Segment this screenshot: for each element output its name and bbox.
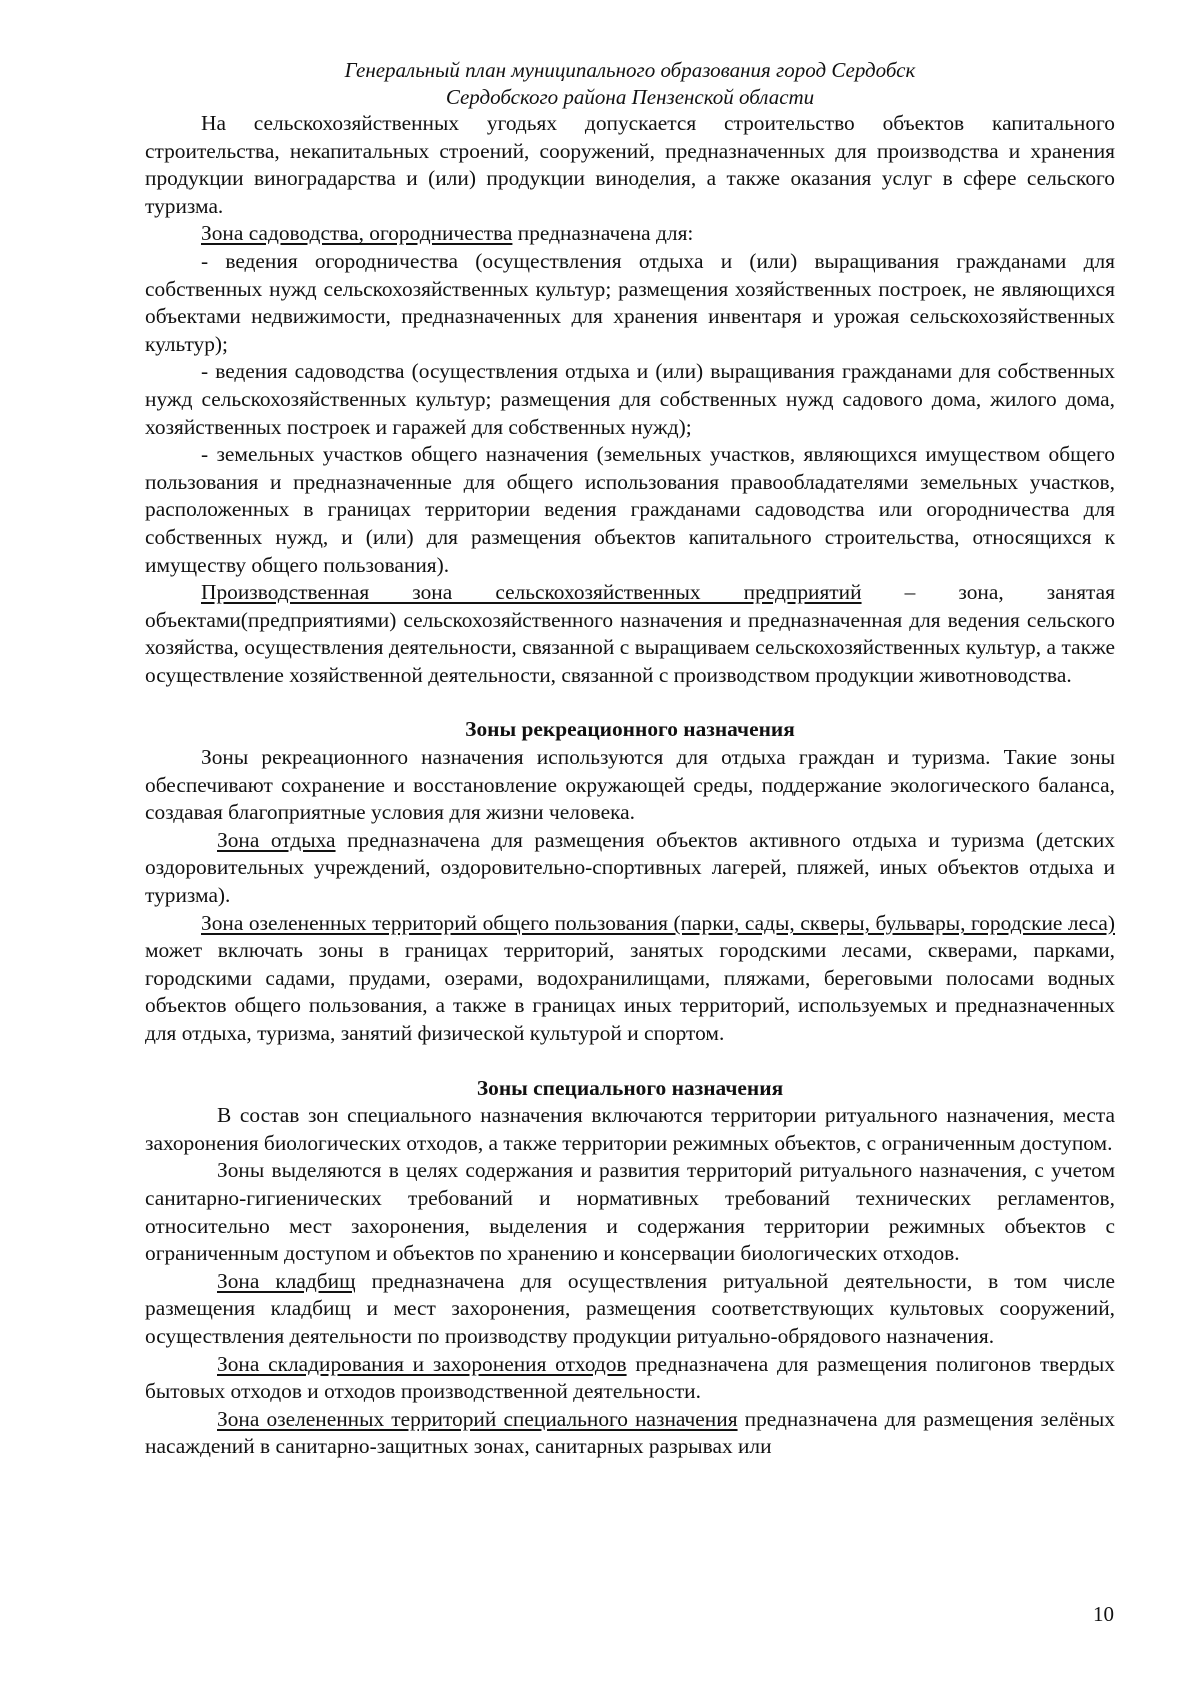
paragraph-rest-zone	[145, 827, 1115, 910]
paragraph-special-green-zone	[145, 1406, 1115, 1461]
term-cemetery-zone: Зона кладбищ	[217, 1268, 356, 1293]
spacer	[145, 689, 1115, 716]
term-public-green-zone: Зона озелененных территорий общего пользования (парки, сады, скверы, бульвары, городские леса)	[201, 910, 1115, 935]
list-item: - земельных участков общего назначения (земельных участков, являющихся имуществом общего пользования и предназначенные для общего использования правообладателями земельных участков, расположенных в границах территории ведения гражданами садоводства или огородничества для собственных нужд, и (или) для размещения объектов капитального строительства, относящихся к имуществу общего пользования).	[145, 442, 1115, 577]
list-item: - ведения садоводства (осуществления отдыха и (или) выращивания гражданами для собственных нужд сельскохозяйственных культур; размещения для собственных нужд садового дома, жилого дома, хозяйственных построек и гаражей для собственных нужд);	[145, 359, 1115, 439]
public-green-zone-text: может включать зоны в границах территорий, занятых городскими лесами, скверами, парками, городскими садами, прудами, озерами, водохранилищами, пляжами, береговыми полосами водных объектов общего пользования, а также в границах иных территорий, используемых и предназначенных для отдыха, туризма, занятий физической культурой и спортом.	[145, 938, 1115, 1045]
paragraph-special-composition: В состав зон специального назначения включаются территории ритуального назначения, места захоронения биологических отходов, а также территории режимных объектов, с ограниченным доступом.	[145, 1103, 1115, 1155]
term-agro-production-zone: Производственная зона сельскохозяйственных предприятий	[201, 580, 862, 605]
paragraph-agricultural-land: На сельскохозяйственных угодьях допускается строительство объектов капитального строительства, некапитальных строений, сооружений, предназначенных для производства и хранения продукции виноградарства и (или) продукции виноделия, а также оказания услуг в сфере сельского туризма.	[145, 111, 1115, 218]
term-rest-zone: Зона отдыха	[217, 827, 336, 852]
spacer	[145, 1048, 1115, 1075]
page-number: 10	[1093, 1602, 1114, 1626]
rest-zone-text: предназначена для размещения объектов активного отдыха и туризма (детских оздоровительных учреждений, оздоровительно-спортивных лагерей, пляжей, иных объектов отдыха и туризма).	[145, 827, 1116, 908]
waste-zone-text: предназначена для размещения полигонов твердых бытовых отходов и отходов производственной деятельности.	[145, 1351, 1115, 1404]
section-heading-special: Зоны специального назначения	[476, 1075, 784, 1100]
paragraph-special-purpose: Зоны выделяются в целях содержания и развития территорий ритуального назначения, с учетом санитарно-гигиенических требований и нормативных требований технических регламентов, относительно мест захоронения, выделения и содержания территории режимных объектов с ограниченным доступом и объектов по хранению и консервации биологических отходов.	[145, 1158, 1115, 1266]
agro-production-zone-text: – зона, занятая объектами(предприятиями) сельскохозяйственного назначения и предназначенная для ведения сельского хозяйства, осуществления деятельности, связанной с выращиваем сельскохозяйственных культур, а также осуществление хозяйственной деятельности, связанной с производством продукции животноводства.	[145, 580, 1115, 687]
header-line-2: Сердобского района Пензенской области	[445, 85, 815, 109]
special-green-zone-text: предназначена для размещения зелёных насаждений в санитарно-защитных зонах, санитарных разрывах или	[145, 1406, 1116, 1459]
cemetery-zone-text: предназначена для осуществления ритуальной деятельности, в том числе размещения кладбищ и мест захоронения, размещения соответствующих культовых сооружений, осуществления деятельности по производству продукции ритуально-обрядового назначения.	[145, 1268, 1115, 1348]
section-heading-recreation: Зоны рекреационного назначения	[465, 717, 795, 742]
paragraph-cemetery-zone	[145, 1268, 1115, 1351]
garden-zone-text: предназначена для:	[512, 221, 694, 246]
term-waste-zone: Зона складирования и захоронения отходов	[217, 1351, 627, 1376]
document-body	[145, 110, 1115, 1461]
paragraph-waste-zone	[145, 1351, 1115, 1406]
paragraph-agro-production-zone	[145, 579, 1115, 689]
paragraph-garden-zone	[145, 220, 1115, 248]
paragraph-recreation-intro: Зоны рекреационного назначения используются для отдыха граждан и туризма. Такие зоны обеспечивают сохранение и восстановление окружающей среды, поддержание экологического баланса, создавая благоприятные условия для жизни человека.	[145, 745, 1115, 825]
term-garden-zone: Зона садоводства, огородничества	[201, 221, 513, 246]
list-item: - ведения огородничества (осуществления отдыха и (или) выращивания гражданами для собственных нужд сельскохозяйственных культур; размещения хозяйственных построек, не являющихся объектами недвижимости, предназначенных для хранения инвентаря и урожая сельскохозяйственных культур);	[145, 248, 1115, 356]
page-header	[145, 57, 1115, 111]
term-special-green-zone: Зона озелененных территорий специального назначения	[217, 1406, 738, 1431]
paragraph-public-green-zone	[145, 910, 1115, 1048]
header-line-1: Генеральный план муниципального образования город Сердобск	[344, 58, 916, 82]
